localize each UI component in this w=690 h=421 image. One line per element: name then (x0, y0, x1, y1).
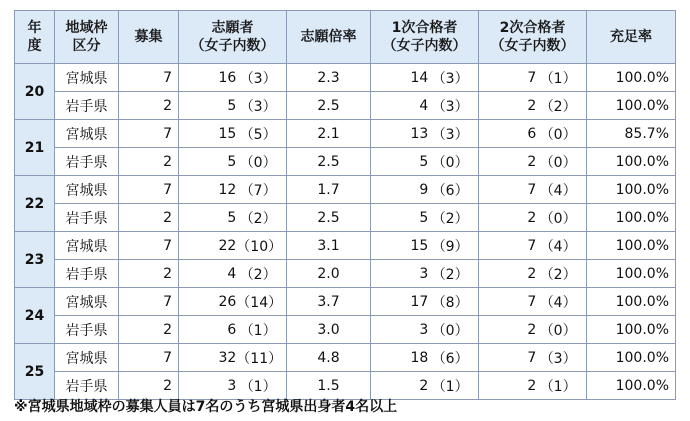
header-applicants: 志願者 （女子内数） (179, 11, 287, 64)
applicants-cell-female: （11） (236, 350, 283, 367)
header-fill-rate: 充足率 (587, 11, 676, 64)
ratio-cell: 2.5 (287, 92, 371, 120)
admissions-table (14, 10, 676, 400)
quota-cell: 7 (119, 120, 179, 148)
applicants-cell (179, 344, 287, 372)
second-pass-cell (479, 92, 587, 120)
second-pass-cell (479, 288, 587, 316)
year-cell: 23 (15, 232, 55, 288)
applicants-cell (179, 316, 287, 344)
first-pass-cell (371, 260, 479, 288)
region-cell: 岩手県 (55, 372, 119, 400)
first-pass-cell-female: （3） (431, 98, 469, 115)
second-pass-cell-female: （1） (539, 70, 577, 87)
year-cell: 20 (15, 64, 55, 120)
region-cell: 宮城県 (55, 176, 119, 204)
fill-rate-cell: 100.0% (587, 288, 676, 316)
applicants-cell-female: （0） (239, 154, 277, 171)
ratio-cell: 1.7 (287, 176, 371, 204)
quota-cell: 7 (119, 288, 179, 316)
region-cell: 岩手県 (55, 92, 119, 120)
second-pass-cell (479, 176, 587, 204)
region-cell: 岩手県 (55, 316, 119, 344)
table-row (15, 344, 676, 372)
region-cell: 岩手県 (55, 260, 119, 288)
first-pass-cell-total: 18 (410, 349, 429, 366)
table-row (15, 92, 676, 120)
first-pass-cell-female: （9） (431, 238, 469, 255)
fill-rate-cell: 100.0% (587, 372, 676, 400)
first-pass-cell-female: （6） (431, 350, 469, 367)
applicants-cell-total: 5 (227, 209, 237, 226)
region-cell: 宮城県 (55, 344, 119, 372)
second-pass-cell-female: （0） (539, 126, 577, 143)
ratio-cell: 3.0 (287, 316, 371, 344)
footnote: ※宮城県地域枠の募集人員は7名のうち宮城県出身者4名以上 (14, 399, 398, 415)
table-row (15, 204, 676, 232)
applicants-cell-total: 4 (227, 265, 237, 282)
second-pass-cell-total: 2 (527, 265, 537, 282)
first-pass-cell (371, 148, 479, 176)
first-pass-cell-total: 3 (419, 321, 429, 338)
second-pass-cell (479, 316, 587, 344)
header-quota: 募集 (119, 11, 179, 64)
year-cell: 24 (15, 288, 55, 344)
table-row (15, 176, 676, 204)
second-pass-cell-total: 2 (527, 153, 537, 170)
first-pass-cell-total: 2 (419, 377, 429, 394)
applicants-cell-total: 5 (227, 153, 237, 170)
second-pass-cell-female: （4） (539, 182, 577, 199)
applicants-cell (179, 120, 287, 148)
table-body (15, 64, 676, 400)
applicants-cell-female: （3） (239, 98, 277, 115)
second-pass-cell-total: 7 (527, 349, 537, 366)
second-pass-cell (479, 148, 587, 176)
quota-cell: 7 (119, 64, 179, 92)
header-year: 年 度 (15, 11, 55, 64)
applicants-cell-total: 15 (218, 125, 237, 142)
first-pass-cell-total: 13 (410, 125, 429, 142)
first-pass-cell (371, 288, 479, 316)
first-pass-cell-female: （3） (431, 70, 469, 87)
first-pass-cell-total: 4 (419, 97, 429, 114)
quota-cell: 2 (119, 92, 179, 120)
table-row (15, 148, 676, 176)
first-pass-cell (371, 232, 479, 260)
second-pass-cell-total: 7 (527, 237, 537, 254)
first-pass-cell-female: （0） (431, 154, 469, 171)
second-pass-cell-female: （2） (539, 98, 577, 115)
table-row (15, 232, 676, 260)
year-cell: 25 (15, 344, 55, 400)
second-pass-cell-female: （0） (539, 154, 577, 171)
first-pass-cell-total: 3 (419, 265, 429, 282)
region-cell: 宮城県 (55, 64, 119, 92)
quota-cell: 7 (119, 344, 179, 372)
first-pass-cell (371, 92, 479, 120)
table-row (15, 64, 676, 92)
first-pass-cell (371, 64, 479, 92)
first-pass-cell (371, 120, 479, 148)
applicants-cell-female: （2） (239, 210, 277, 227)
first-pass-cell-total: 15 (410, 237, 429, 254)
fill-rate-cell: 100.0% (587, 316, 676, 344)
header-first-pass: 1次合格者 （女子内数） (371, 11, 479, 64)
second-pass-cell-total: 2 (527, 97, 537, 114)
applicants-cell-total: 6 (227, 321, 237, 338)
ratio-cell: 2.5 (287, 204, 371, 232)
quota-cell: 7 (119, 232, 179, 260)
second-pass-cell-female: （1） (539, 378, 577, 395)
second-pass-cell (479, 260, 587, 288)
table-row (15, 120, 676, 148)
quota-cell: 7 (119, 176, 179, 204)
fill-rate-cell: 100.0% (587, 260, 676, 288)
first-pass-cell-female: （1） (431, 378, 469, 395)
header-ratio: 志願倍率 (287, 11, 371, 64)
ratio-cell: 3.7 (287, 288, 371, 316)
second-pass-cell-female: （0） (539, 210, 577, 227)
applicants-cell-female: （10） (236, 238, 283, 255)
first-pass-cell-total: 9 (419, 181, 429, 198)
applicants-cell (179, 204, 287, 232)
applicants-cell-total: 12 (218, 181, 237, 198)
applicants-cell-female: （7） (239, 182, 277, 199)
second-pass-cell-female: （2） (539, 266, 577, 283)
fill-rate-cell: 85.7% (587, 120, 676, 148)
first-pass-cell-female: （2） (431, 266, 469, 283)
applicants-cell (179, 260, 287, 288)
second-pass-cell-total: 7 (527, 181, 537, 198)
applicants-cell-total: 5 (227, 97, 237, 114)
first-pass-cell-total: 14 (410, 69, 429, 86)
year-cell: 22 (15, 176, 55, 232)
table-header (15, 11, 676, 64)
region-cell: 岩手県 (55, 204, 119, 232)
ratio-cell: 2.5 (287, 148, 371, 176)
first-pass-cell-female: （2） (431, 210, 469, 227)
ratio-cell: 4.8 (287, 344, 371, 372)
applicants-cell-female: （1） (239, 322, 277, 339)
first-pass-cell-total: 5 (419, 153, 429, 170)
fill-rate-cell: 100.0% (587, 204, 676, 232)
applicants-cell-female: （2） (239, 266, 277, 283)
fill-rate-cell: 100.0% (587, 176, 676, 204)
applicants-cell (179, 64, 287, 92)
first-pass-cell-total: 17 (410, 293, 429, 310)
first-pass-cell-female: （3） (431, 126, 469, 143)
second-pass-cell-total: 2 (527, 321, 537, 338)
second-pass-cell-total: 2 (527, 377, 537, 394)
second-pass-cell-female: （0） (539, 322, 577, 339)
first-pass-cell-total: 5 (419, 209, 429, 226)
applicants-cell-total: 32 (218, 349, 237, 366)
ratio-cell: 2.1 (287, 120, 371, 148)
quota-cell: 2 (119, 148, 179, 176)
second-pass-cell-total: 7 (527, 293, 537, 310)
table-row (15, 260, 676, 288)
applicants-cell-total: 16 (218, 69, 237, 86)
second-pass-cell-female: （4） (539, 294, 577, 311)
applicants-cell (179, 232, 287, 260)
first-pass-cell-female: （6） (431, 182, 469, 199)
applicants-cell-female: （14） (236, 294, 283, 311)
quota-cell: 2 (119, 372, 179, 400)
region-cell: 宮城県 (55, 120, 119, 148)
ratio-cell: 1.5 (287, 372, 371, 400)
second-pass-cell (479, 344, 587, 372)
fill-rate-cell: 100.0% (587, 92, 676, 120)
fill-rate-cell: 100.0% (587, 148, 676, 176)
applicants-cell-female: （1） (239, 378, 277, 395)
applicants-cell-female: （3） (239, 70, 277, 87)
region-cell: 岩手県 (55, 148, 119, 176)
second-pass-cell (479, 120, 587, 148)
first-pass-cell-female: （8） (431, 294, 469, 311)
second-pass-cell-total: 6 (527, 125, 537, 142)
header-second-pass: 2次合格者 （女子内数） (479, 11, 587, 64)
first-pass-cell (371, 204, 479, 232)
applicants-cell-total: 22 (218, 237, 237, 254)
applicants-cell-total: 3 (227, 377, 237, 394)
second-pass-cell (479, 232, 587, 260)
ratio-cell: 2.3 (287, 64, 371, 92)
second-pass-cell-total: 7 (527, 69, 537, 86)
table-row (15, 316, 676, 344)
fill-rate-cell: 100.0% (587, 344, 676, 372)
applicants-cell (179, 176, 287, 204)
applicants-cell (179, 148, 287, 176)
quota-cell: 2 (119, 204, 179, 232)
header-region: 地域枠 区分 (55, 11, 119, 64)
ratio-cell: 2.0 (287, 260, 371, 288)
applicants-cell (179, 92, 287, 120)
second-pass-cell (479, 372, 587, 400)
quota-cell: 2 (119, 316, 179, 344)
fill-rate-cell: 100.0% (587, 232, 676, 260)
first-pass-cell-female: （0） (431, 322, 469, 339)
ratio-cell: 3.1 (287, 232, 371, 260)
second-pass-cell-total: 2 (527, 209, 537, 226)
second-pass-cell-female: （4） (539, 238, 577, 255)
first-pass-cell (371, 176, 479, 204)
fill-rate-cell: 100.0% (587, 64, 676, 92)
second-pass-cell-female: （3） (539, 350, 577, 367)
applicants-cell-total: 26 (218, 293, 237, 310)
quota-cell: 2 (119, 260, 179, 288)
second-pass-cell (479, 64, 587, 92)
year-cell: 21 (15, 120, 55, 176)
first-pass-cell (371, 344, 479, 372)
region-cell: 宮城県 (55, 288, 119, 316)
applicants-cell (179, 288, 287, 316)
applicants-cell-female: （5） (239, 126, 277, 143)
table-row (15, 288, 676, 316)
first-pass-cell (371, 316, 479, 344)
second-pass-cell (479, 204, 587, 232)
region-cell: 宮城県 (55, 232, 119, 260)
